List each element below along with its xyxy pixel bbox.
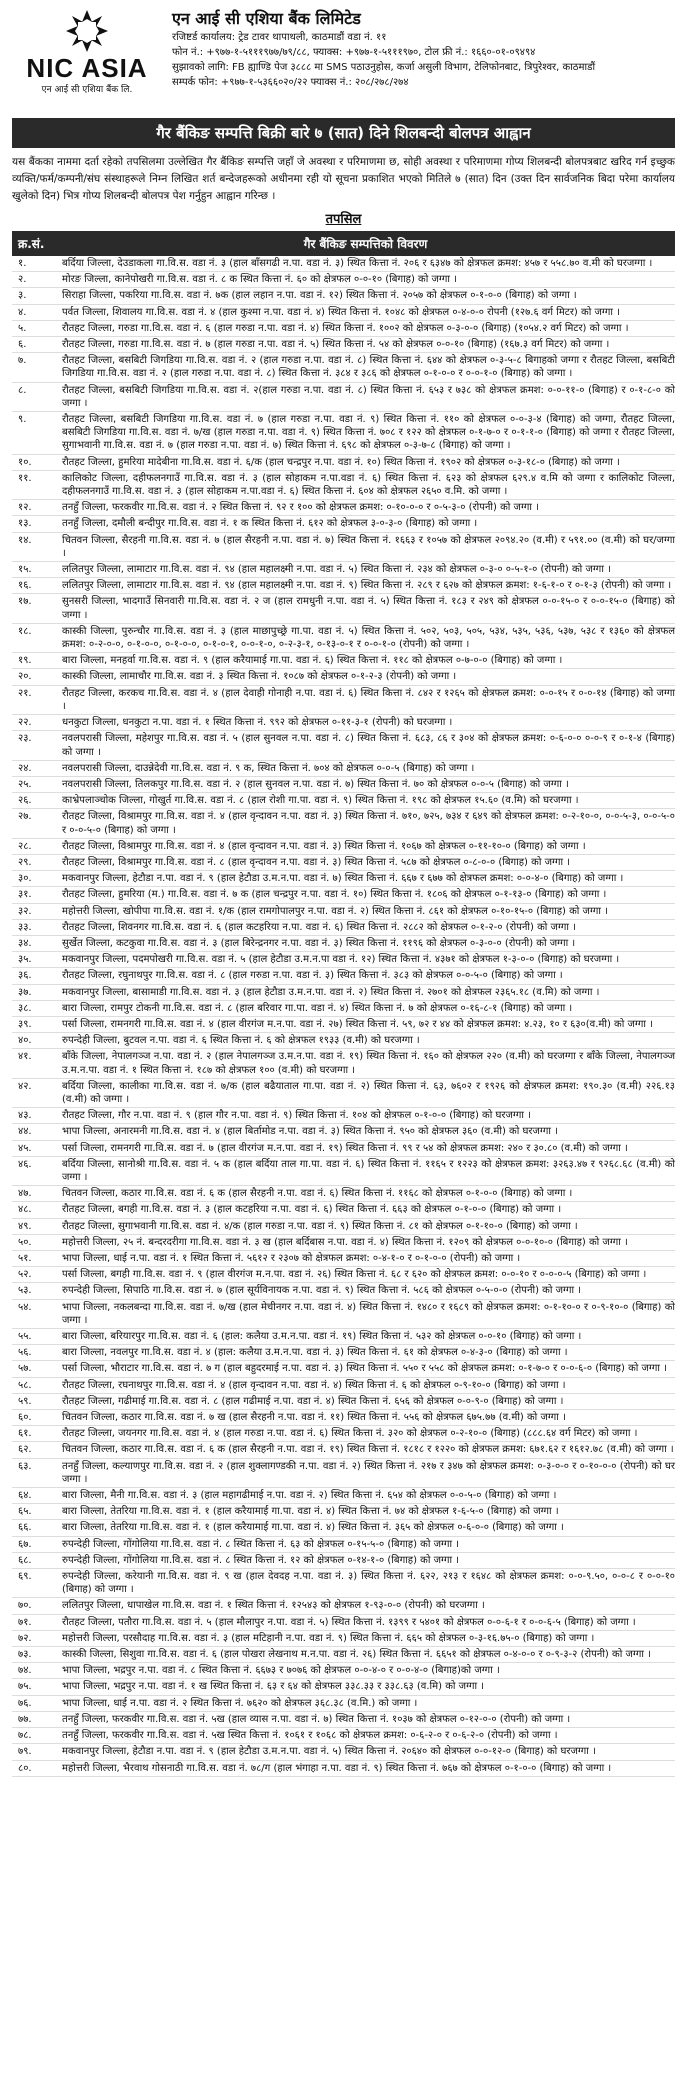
row-description: मोरङ जिल्ला, कानेपोखरी गा.वि.स. वडा नं. ८ क स्थित कित्ता नं. ६० को क्षेत्रफल ०-०-१० (बिगाह) को जग्गा । — [62, 274, 457, 286]
header-sn: क्र.सं. — [18, 237, 45, 251]
row-serial: ७६. — [18, 1697, 32, 1709]
row-description: तनहुँ जिल्ला, फरकवीर गा.वि.स. वडा नं. ५ख स्थित कित्ता नं. १०६१ र १०६८ को क्षेत्रफल क्रमश: ०-६-२-० र ०-६-२-० (रोपनी) को जग्गा । — [62, 1730, 558, 1742]
row-description: बर्दिया जिल्ला, कालीका गा.वि.स. वडा नं. ७/क (हाल बढैयाताल गा.पा. वडा नं. २) स्थित कित्ता नं. ६३, ७६०२ र १९२६ को क्षेत्रफल क्रमश: १९०.३० (व.मी) २२६.१३ (व.मी) को जग्गा । — [62, 1080, 675, 1105]
row-serial: ७३. — [18, 1649, 32, 1661]
table-row — [12, 321, 675, 337]
header-description: गैर बैंकिङ सम्पत्तिको विवरण — [303, 237, 428, 251]
row-serial: ५५. — [18, 1331, 32, 1343]
table-row — [12, 471, 675, 500]
table-row — [12, 1001, 675, 1017]
row-serial: २६. — [18, 795, 32, 807]
row-serial: ७८. — [18, 1730, 32, 1742]
row-serial: २०. — [18, 671, 32, 683]
row-description: ललितपुर जिल्ला, लामाटार गा.वि.स. वडा नं. ९४ (हाल महालक्ष्मी न.पा. वडा नं. ९) स्थित कित्ता नं. २८९ र ६२७ को क्षेत्रफल क्रमश: १-६-१-० र ०-१-३ (रोपनी) को जग्गा । — [62, 580, 672, 592]
row-serial: १२. — [18, 502, 32, 514]
table-row — [12, 353, 675, 382]
table-row — [12, 952, 675, 968]
asset-list — [12, 256, 675, 1777]
table-row — [12, 1459, 675, 1488]
row-serial: २८. — [18, 840, 32, 852]
table-row — [12, 855, 675, 871]
phone-line: फोन नं.: +९७७-१-५१११९७७/७९/८८, फ्याक्स: +९७७-१-५१११९७०, टोल फ्री नं.: १६६०-०१-०९४९४ — [172, 47, 536, 58]
table-row — [12, 1442, 675, 1458]
row-serial: ८०. — [18, 1762, 32, 1774]
row-description: महोत्तरी जिल्ला, परसौदाह गा.वि.स. वडा नं. ३ (हाल मटिहानी न.पा. वडा नं. ९) स्थित कित्ता नं. ६६५ को क्षेत्रफल ०-३-१६.७५-० (बिगाह) को जग्गा । — [62, 1632, 595, 1644]
table-row — [12, 1251, 675, 1267]
row-description: रौतहट जिल्ला, हुमरिया मादेबीना गा.वि.स. वडा नं. ६/क (हाल चन्द्रपुर न.पा. वडा नं. १०) स्थित कित्ता नं. १९०२ को क्षेत्रफल ०-३-१८-० (बिगाह) को जग्गा । — [62, 456, 620, 468]
row-serial: ४३. — [18, 1110, 32, 1122]
row-description: मकवानपुर जिल्ला, पदमपोखरी गा.वि.स. वडा नं. ५ (हाल हेटौडा उ.म.न.पा वडा नं. १२) स्थित कित्ता नं. ४३७१ को क्षेत्रफल १-३-०-० (बिगाह) को घरजग्गा । — [62, 954, 620, 966]
row-description: रौतहट जिल्ला, सुगाभवानी गा.वि.स. वडा नं. ४/क (हाल गरुडा न.पा. वडा नं. ९) स्थित कित्ता नं. ८१ को क्षेत्रफल ०-१-१०-० (बिगाह) को जग्गा । — [62, 1220, 578, 1232]
row-serial: ४६. — [18, 1158, 32, 1170]
nic-asia-logo-icon — [64, 8, 110, 54]
row-serial: २९. — [18, 856, 32, 868]
row-description: सिराहा जिल्ला, पकरिया गा.वि.स. वडा नं. ७क (हाल लहान न.पा. वडा नं. १२) स्थित कित्ता नं. २०५७ को क्षेत्रफल ०-१-०-० (बिगाह) को जग्गा । — [62, 290, 577, 302]
row-description: ललितपुर जिल्ला, लामाटार गा.वि.स. वडा नं. ९४ (हाल महालक्ष्मी न.पा. वडा नं. ५) स्थित कित्ता नं. २३४ को क्षेत्रफल ०-३-० ०-५-१-० (रोपनी) को जग्गा । — [62, 564, 611, 576]
table-row — [12, 337, 675, 353]
table-row — [12, 412, 675, 455]
table-row — [12, 761, 675, 777]
row-description: रौतहट जिल्ला, गरुडा गा.वि.स. वडा नं. ६ (हाल गरुडा न.पा. वडा नं. ४) स्थित कित्ता नं. १००२ को क्षेत्रफल ०-३-०-० (बिगाह) (१०५४.२ वर्ग मिटर) को जग्गा । — [62, 322, 629, 334]
table-row — [12, 1598, 675, 1614]
row-description: मकवानपुर जिल्ला, हेटौडा न.पा. वडा नं. ९ (हाल हेटौडा उ.म.न.पा. वडा नं. ५) स्थित कित्ता नं. २०६४० को क्षेत्रफल ०-०-१२-० (बिगाह) को घरजग्गा । — [62, 1746, 596, 1758]
table-row — [12, 1647, 675, 1663]
row-description: रौतहट जिल्ला, करकच गा.वि.स. वडा नं. ४ (हाल देवाही गोनाही न.पा. वडा नं. ६) स्थित कित्ता नं. ८४२ र १२६५ को क्षेत्रफल क्रमश: ०-०-१५ र ०-०-१४ (बिगाह) को जग्गा । — [62, 687, 675, 712]
row-serial: ४७. — [18, 1188, 32, 1200]
row-description: रुपन्देही जिल्ला, गोंगोलिया गा.वि.स. वडा नं. ८ स्थित कित्ता नं. ६३ को क्षेत्रफल ०-१५-५-० (बिगाह) को जग्गा । — [62, 1538, 460, 1550]
table-row — [12, 624, 675, 653]
row-serial: ३५. — [18, 954, 32, 966]
row-description: बर्दिया जिल्ला, सानोश्री गा.वि.स. वडा नं. ५ क (हाल बर्दिया ताल गा.पा. वडा नं. ६) स्थित कित्ता नं. ११६५ र १२२३ को क्षेत्रफल क्रमश: ३२६३.४७ र ९२६८.६८ (व.मी) को जग्गा । — [62, 1158, 675, 1183]
row-serial: ७१. — [18, 1616, 32, 1628]
row-description: बारा जिल्ला, बरियारपुर गा.वि.स. वडा नं. ६ (हाल: कलैया उ.म.न.पा. वडा नं. १९) स्थित कित्ता नं. ५३२ को क्षेत्रफल ०-०-१० (बिगाह) को जग्गा । — [62, 1331, 582, 1343]
row-description: तनहुँ जिल्ला, कल्याणपुर गा.वि.स. वडा नं. २ (हाल शुक्लागण्डकी न.पा. वडा नं. २) स्थित कित्ता नं. २१७ र ३४७ को क्षेत्रफल क्रमश: ०-३-०-० र ०-१०-०-० (रोपनी) को घर जग्गा । — [62, 1460, 675, 1485]
row-description: रौतहट जिल्ला, गढीमाई गा.वि.स. वडा नं. ८ (हाल गढीमाई न.पा. वडा नं. ४) स्थित कित्ता नं. ६५६ को क्षेत्रफल ०-०-९-० (बिगाह) को जग्गा । — [62, 1395, 564, 1407]
row-description: तनहुँ जिल्ला, फरकवीर गा.वि.स. वडा नं. ५ख (हाल व्यास न.पा. वडा नं. ७) स्थित कित्ता नं. १०३७ को क्षेत्रफल ०-१२-०-० (रोपनी) को जग्गा । — [62, 1713, 571, 1725]
row-serial: १९. — [18, 655, 32, 667]
row-description: चितवन जिल्ला, सैरहनी गा.वि.स. वडा नं. ७ (हाल सैरहनी न.पा. वडा नं. ७) स्थित कित्ता नं. १६६३ र १०५७ को क्षेत्रफल २०९४.२० (व.मी) र ५९१.०० (व.मी) को घर/जग्गा । — [62, 534, 675, 559]
row-serial: ४९. — [18, 1220, 32, 1232]
table-row — [12, 1283, 675, 1299]
notice-title: गैर बैंकिङ सम्पत्ति बिक्री बारे ७ (सात) दिने शिलबन्दी बोलपत्र आह्वान — [12, 118, 675, 148]
row-description: रौतहट जिल्ला, बसबिटी जिगडिया गा.वि.स. वडा नं. २(हाल गरुडा न.पा. वडा नं. ८) स्थित कित्ता नं. ६५३ र ७३८ को क्षेत्रफल क्रमश: ०-०-११-० (बिगाह) र ०-१-८-० को जग्गा । — [62, 384, 675, 409]
table-row — [12, 777, 675, 793]
table-row — [12, 1712, 675, 1728]
table-row — [12, 887, 675, 903]
row-serial: ५९. — [18, 1395, 32, 1407]
row-description: मकवानपुर जिल्ला, बासामाडी गा.वि.स. वडा नं. ३ (हाल हेटौडा उ.म.न.पा. वडा नं. २) स्थित कित्ता नं. २७०१ को क्षेत्रफल २३६५.१८ (व.मि) को जग्गा । — [62, 986, 600, 998]
row-serial: २१. — [18, 687, 32, 699]
table-row — [12, 1361, 675, 1377]
row-serial: १. — [18, 258, 27, 269]
table-row — [12, 1300, 675, 1329]
table-row — [12, 1202, 675, 1218]
row-serial: ८. — [18, 384, 27, 396]
table-row — [12, 1426, 675, 1442]
row-description: सुनसरी जिल्ला, भादगाउँ सिनवारी गा.वि.स. वडा नं. २ ज (हाल रामधुनी न.पा. वडा नं. ५) स्थित कित्ता नं. १८३ र २४९ को क्षेत्रफल ०-०-१५-० र ०-०-१५-० (बिगाह) को जग्गा । — [62, 596, 675, 621]
table-row — [12, 533, 675, 562]
row-serial: ६. — [18, 339, 27, 351]
row-serial: २३. — [18, 733, 32, 745]
row-serial: ५३. — [18, 1285, 32, 1297]
row-serial: ३३. — [18, 921, 32, 933]
row-serial: ४५. — [18, 1142, 32, 1154]
table-row — [12, 1615, 675, 1631]
table-row — [12, 793, 675, 809]
table-row — [12, 985, 675, 1001]
row-description: ललितपुर जिल्ला, धापाखेल गा.वि.स. वडा नं. १ स्थित कित्ता नं. १२५४३ को क्षेत्रफल १-९३-०-० (रोपनी) को घरजग्गा । — [62, 1600, 485, 1612]
row-description: बाँके जिल्ला, नेपालगञ्ज न.पा. वडा नं. २ (हाल नेपालगञ्ज उ.म.न.पा. वडा नं. १९) स्थित कित्ता नं. १६० को क्षेत्रफल २२० (व.मी) को घरजग्गा र बाँके जिल्ला, नेपालगञ्ज उ.म.न.पा. वडा नं. १ स्थित कित्ता नं. १८७ को क्षेत्रफल १०० (व.मी) को घरजग्गा । — [62, 1051, 675, 1076]
row-description: पर्सा जिल्ला, रामनगरी गा.वि.स. वडा नं. ७ (हाल वीरगंज म.न.पा. वडा नं. १९) स्थित कित्ता नं. ९९ र ५४ को क्षेत्रफल क्रमश: २४० र ३०.८० (व.मी) को जग्गा । — [62, 1142, 628, 1154]
row-serial: ४४. — [18, 1126, 32, 1138]
table-row — [12, 578, 675, 594]
row-description: बारा जिल्ला, तेतरिया गा.वि.स. वडा नं. १ (हाल करैयामाई गा.पा. वडा नं. ४) स्थित कित्ता नं. ७४ को क्षेत्रफल १-६-५-० (बिगाह) को जग्गा । — [62, 1506, 559, 1518]
office-address: रजिष्टर्ड कार्यालय: ट्रेड टावर थापाथली, काठमाडौं वडा नं. ११ — [172, 32, 387, 43]
row-description: सुर्खेत जिल्ला, कटकुवा गा.वि.स. वडा नं. ३ (हाल बिरेन्द्रनगर न.पा. वडा नं. ३) स्थित कित्ता नं. ११९६ को क्षेत्रफल ०-३-०-० (रोपनी) को जग्गा । — [62, 937, 576, 949]
row-description: भापा जिल्ला, अनारमनी गा.वि.स. वडा नं. ४ (हाल बिर्तामोड न.पा. वडा नं. ३) स्थित कित्ता नं. ९५० को क्षेत्रफल ३६० (व.मी) को घरजग्गा । — [62, 1126, 558, 1138]
table-row — [12, 1108, 675, 1124]
row-serial: ६५. — [18, 1506, 32, 1518]
feedback-line: सुझावको लागि: FB ह्याण्डि पेज ३८८८ मा SMS पठाउनुहोस, कर्जा असुली विभाग, टेलिफोनबाट, त्रिपुरेश्वर, काठमाडौं — [172, 62, 596, 73]
row-description: रौतहट जिल्ला, पतौरा गा.वि.स. वडा नं. ५ (हाल मौलापुर न.पा. वडा नं. ५) स्थित कित्ता नं. १३९९ र ५४०१ को क्षेत्रफल ०-०-६-१ र ०-०-६-५ (बिगाह) को जग्गा । — [62, 1616, 636, 1628]
row-description: रुपन्देही जिल्ला, सिपाठि गा.वि.स. वडा नं. ७ (हाल सूर्यविनायक न.पा. वडा नं. ९) स्थित कित्ता नं. ५८६ को क्षेत्रफल ०-५-०-० (रोपनी) को जग्गा । — [62, 1285, 582, 1297]
row-serial: ५८. — [18, 1379, 32, 1391]
logo-tagline: एन आई सी एशिया बैंक लि. — [41, 85, 133, 95]
logo-name: NIC ASIA — [26, 53, 148, 83]
row-description: नवलपरासी जिल्ला, तिलकपुर गा.वि.स. वडा नं. २ (हाल सुनवल न.पा. वडा नं. ७) स्थित कित्ता नं. ७० को क्षेत्रफल ०-०-५ (बिगाह) को जग्गा । — [62, 778, 569, 790]
table-row — [12, 1520, 675, 1536]
row-description: रौतहट जिल्ला, रघुनाथपुर गा.वि.स. वडा नं. ८ (हाल गरुडा न.पा. वडा नं. ३) स्थित कित्ता नं. ३८३ को क्षेत्रफल ०-०-५-० (बिगाह) को जग्गा । — [62, 970, 563, 982]
row-description: काभ्रेपलाञ्चोक जिल्ला, गोखुर्त गा.वि.स. वडा नं. ८ (हाल रोशी गा.पा. वडा नं. ९) स्थित कित्ता नं. १९८ को क्षेत्रफल १५.६० (व.मि) को घरजग्गा । — [62, 795, 579, 807]
row-serial: ७४. — [18, 1665, 32, 1677]
table-row — [12, 562, 675, 578]
table-header — [12, 231, 675, 256]
row-description: पर्सा जिल्ला, भौराटार गा.वि.स. वडा नं. ७ ग (हाल बहुदरमाई न.पा. वडा नं. ३) स्थित कित्ता नं. ५५० र ५५८ को क्षेत्रफल क्रमश: ०-१-७-० र ०-०-६-० (बिगाह) को जग्गा । — [62, 1363, 667, 1375]
row-serial: १७. — [18, 596, 32, 608]
table-row — [12, 256, 675, 272]
row-description: बारा जिल्ला, नवलपुर गा.वि.स. वडा नं. ४ (हाल: कलैया उ.म.न.पा. वडा नं. ३) स्थित कित्ता नं. ६१ को क्षेत्रफल ०-४-३-० (बिगाह) को जग्गा । — [62, 1347, 568, 1359]
table-row — [12, 839, 675, 855]
row-description: महोत्तरी जिल्ला, २५ नं. बन्दरदरीगा गा.वि.स. वडा नं. ३ ख (हाल बर्दिबास न.पा. वडा नं. ४) स्थित कित्ता नं. १२०९ को क्षेत्रफल ०-०-१०-० (बिगाह) को जग्गा । — [62, 1236, 628, 1248]
row-serial: ७९. — [18, 1746, 32, 1758]
row-serial: ११. — [18, 472, 32, 484]
row-serial: ६७. — [18, 1538, 32, 1550]
table-row — [12, 455, 675, 471]
row-description: धनकुटा जिल्ला, धनकुटा न.पा. वडा नं. १ स्थित कित्ता नं. ९९२ को क्षेत्रफल ०-११-३-१ (रोपनी) को घरजग्गा । — [62, 717, 453, 729]
table-row — [12, 1504, 675, 1520]
row-serial: ३८. — [18, 1002, 32, 1014]
row-description: चितवन जिल्ला, कठार गा.वि.स. वडा नं. ६ क (हाल सैरहनी न.पा. वडा नं. १९) स्थित कित्ता नं. १८१८ र १२२० को क्षेत्रफल क्रमश: ६७१.६२ र १६१२.७८ (व.मी) को जग्गा । — [62, 1444, 674, 1456]
row-description: रौतहट जिल्ला, गरुडा गा.वि.स. वडा नं. ७ (हाल गरुडा न.पा. वडा नं. ५) स्थित कित्ता नं. ५४ को क्षेत्रफल ०-०-१० (बिगाह) (१६७.३ वर्ग मिटर) को जग्गा । — [62, 339, 610, 351]
row-description: कालिकोट जिल्ला, दहीफलनगाउँ गा.वि.स. वडा नं. ३ (हाल सोहाकम न.पा.वडा नं. ६) स्थित कित्ता नं. ६२३ को क्षेत्रफल ६२९.४ व.मि को जग्गा र कालिकोट जिल्ला, दहीफलनगाउँ गा.वि.स. वडा नं. ३ (हाल सोहाकम न.पा.वडा नं. ६) स्थित कित्ता नं. ६०४ को क्षेत्रफल २६५० व.मि. को जग्गा । — [62, 472, 675, 498]
table-row — [12, 594, 675, 623]
row-serial: १६. — [18, 580, 32, 592]
row-description: रौतहट जिल्ला, विश्रामपुर गा.वि.स. वडा नं. ४ (हाल वृन्दावन न.पा. वडा नं. ३) स्थित कित्ता नं. ७१०, ७२५, ७३४ र ६४९ को क्षेत्रफल क्रमश: ०-२-१०-०, ०-०-५-३, ०-०-५-० र ०-०-५-० (बिगाह) को जग्गा । — [62, 811, 675, 836]
row-description: पर्सा जिल्ला, रामनगरी गा.वि.स. वडा नं. ४ (हाल वीरगंज म.न.पा. वडा नं. २७) स्थित कित्ता नं. ५९, ७२ र ४४ को क्षेत्रफल क्रमश: ४.२३, १० र ६३०(व.मी) को जग्गा । — [62, 1018, 653, 1030]
row-serial: ३०. — [18, 873, 32, 885]
row-serial: ३९. — [18, 1018, 32, 1030]
row-description: बारा जिल्ला, रामपुर टोकनी गा.वि.स. वडा नं. ८ (हाल बरिवार गा.पा. वडा नं. ४) स्थित कित्ता नं. ७ को क्षेत्रफल ०-१६-८-१ (बिगाह) को जग्गा । — [62, 1002, 573, 1014]
table-row — [12, 809, 675, 838]
table-row — [12, 1378, 675, 1394]
table-row — [12, 1394, 675, 1410]
row-serial: १३. — [18, 518, 32, 530]
table-row — [12, 1744, 675, 1760]
table-row — [12, 1631, 675, 1647]
bank-info — [162, 8, 675, 90]
table-row — [12, 1219, 675, 1235]
row-serial: ६८. — [18, 1554, 32, 1566]
table-row — [12, 1267, 675, 1283]
bank-name: एन आई सी एशिया बैंक लिमिटेड — [172, 9, 361, 28]
row-description: बारा जिल्ला, तेतरिया गा.वि.स. वडा नं. १ (हाल करैयामाई गा.पा. वडा नं. ४) स्थित कित्ता नं. ३६५ को क्षेत्रफल ०-६-०-० (बिगाह) को जग्गा । — [62, 1522, 564, 1534]
table-row — [12, 871, 675, 887]
table-row — [12, 1186, 675, 1202]
table-row — [12, 1124, 675, 1140]
row-description: भापा जिल्ला, भद्रपुर न.पा. वडा नं. १ ख स्थित कित्ता नं. ६३ र ६४ को क्षेत्रफल ३३८.३३ र ३३८.६३ (व.मि) को जग्गा । — [62, 1681, 485, 1693]
row-description: पर्वत जिल्ला, शिवालय गा.वि.स. वडा नं. ४ (हाल कुश्मा न.पा. वडा नं. ४) स्थित कित्ता नं. १०४८ को क्षेत्रफल ०-४-०-० रोपनी (१२७.६ वर्ग मिटर) को जग्गा । — [62, 306, 620, 318]
row-serial: ६४. — [18, 1490, 32, 1502]
row-description: नवलपरासी जिल्ला, महेशपुर गा.वि.स. वडा नं. ५ (हाल सुनवल न.पा. वडा नं. ८) स्थित कित्ता नं. ६८३, ८६ र ३०४ को क्षेत्रफल क्रमश: ०-६-०-० ०-०-९ र ०-१-४ (बिगाह) को जग्गा । — [62, 733, 675, 758]
contact-line: सम्पर्क फोन: +९७७-१-५३६६०२०/२२ फ्याक्स नं.: २०८/२७८/२७४ — [172, 77, 409, 88]
table-row — [12, 1696, 675, 1712]
row-serial: ३२. — [18, 905, 32, 917]
row-serial: १८. — [18, 625, 32, 637]
table-row — [12, 731, 675, 760]
row-description: रौतहट जिल्ला, गौर न.पा. वडा नं. ९ (हाल गौर न.पा. वडा नं. ९) स्थित कित्ता नं. १०४ को क्षेत्रफल ०-१-०-० (बिगाह) को घरजग्गा । — [62, 1110, 531, 1122]
row-description: पर्सा जिल्ला, बगही गा.वि.स. वडा नं. ९ (हाल वीरगंज म.न.पा. वडा नं. २६) स्थित कित्ता नं. ६८ र ६२० को क्षेत्रफल क्रमश: ०-०-१० र ०-०-०-५ (बिगाह) को जग्गा । — [62, 1269, 647, 1281]
row-description: तनहुँ जिल्ला, फरकवीर गा.वि.स. वडा नं. २ स्थित कित्ता नं. ९२ र १०० को क्षेत्रफल क्रमश: ०-१०-०-० र ०-५-३-० (रोपनी) को जग्गा । — [62, 502, 539, 514]
row-serial: ५१. — [18, 1253, 32, 1264]
notice-intro: यस बैंकका नाममा दर्ता रहेको तपसिलमा उल्लेखित गैर बैंकिङ सम्पत्ति जहाँ जे अवस्था र परिमाणमा छ, सोही अवस्था र परिमाणमा गोप्य शिलबन्दी बोलपत्रबाट खरिद गर्न इच्छुक व्यक्ति/फर्म/कम्पनी/संघ संस्थाहरूले निम्न लिखित शर्त बन्देजहरूको अधीनमा रही यो सूचना प्रकाशित भएको मितिले ७ (सात) दिन (उक्त दिन सार्वजनिक बिदा परेमा कार्यालय खुलेको दिन) भित्र गोप्य शिलबन्दी बोलपत्र पेश गर्नुहुन आह्वान गरिन्छ । — [12, 156, 675, 202]
table-row — [12, 968, 675, 984]
row-serial: ७. — [18, 355, 27, 367]
row-serial: ४८. — [18, 1204, 32, 1216]
row-description: बर्दिया जिल्ला, देउडाकला गा.वि.स. वडा नं. ३ (हाल बाँसगढी न.पा. वडा नं. ३) स्थित कित्ता नं. २०६ र ६३४७ को क्षेत्रफल क्रमश: ४५७ र ५५८.७० व.मी को घरजग्गा । — [62, 258, 653, 269]
row-serial: ३४. — [18, 937, 32, 949]
row-description: बारा जिल्ला, मनहर्वा गा.वि.स. वडा नं. ९ (हाल करैयामाई गा.पा. वडा नं. ६) स्थित कित्ता नं. ११८ को क्षेत्रफल ०-७-०-० (बिगाह) को जग्गा । — [62, 655, 563, 667]
row-description: नवलपरासी जिल्ला, दाउन्नेदेवी गा.वि.स. वडा नं. ९ क, स्थित कित्ता नं. ७०४ को क्षेत्रफल ०-०-५ (बिगाह) को जग्गा । — [62, 762, 475, 774]
table-row — [12, 1017, 675, 1033]
row-serial: ५७. — [18, 1363, 32, 1375]
row-serial: ७२. — [18, 1632, 32, 1644]
row-serial: ५४. — [18, 1301, 32, 1313]
table-row — [12, 1079, 675, 1108]
row-description: भापा जिल्ला, धाई न.पा. वडा नं. २ स्थित कित्ता नं. ७६२० को क्षेत्रफल ३६८.३८ (व.मि.) को जग्गा । — [62, 1697, 418, 1709]
row-description: कास्की जिल्ला, पुरुन्चौर गा.वि.स. वडा नं. ३ (हाल माछापुच्छ्रे गा.पा. वडा नं. ५) स्थित कित्ता नं. ५०२, ५०३, ५०५, ५३४, ५३५, ५३६, ५३७, ५३८ र १३६० को क्षेत्रफल क्रमश: ०-२-०-०, ०-१-०-०, ०-१-०-०, ०-१-०-१, ०-०-१-०, ०-२-३-१, ०-१३-०-१ र ०-०-१-० (रोपनी) को जग्गा । — [62, 625, 675, 651]
notice-header — [12, 8, 675, 112]
table-row — [12, 669, 675, 685]
table-row — [12, 920, 675, 936]
table-row — [12, 715, 675, 731]
table-row — [12, 1679, 675, 1695]
row-serial: ३१. — [18, 889, 32, 901]
row-serial: ४१. — [18, 1051, 32, 1063]
row-serial: ६६. — [18, 1522, 32, 1534]
table-row — [12, 1345, 675, 1361]
row-serial: २४. — [18, 762, 32, 774]
row-description: रौतहट जिल्ला, विश्रामपुर गा.वि.स. वडा नं. ८ (हाल वृन्दावन न.पा. वडा नं. ३) स्थित कित्ता नं. ५८७ को क्षेत्रफल ०-८-०-० (बिगाह) को जग्गा । — [62, 856, 571, 868]
table-row — [12, 1569, 675, 1598]
row-description: तनहुँ जिल्ला, दमौली बन्दीपुर गा.वि.स. वडा नं. १ क स्थित कित्ता नं. ६१२ को क्षेत्रफल ३-०-३-० (बिगाह) को जग्गा । — [62, 518, 478, 530]
row-serial: ७७. — [18, 1713, 32, 1725]
row-description: चितवन जिल्ला, कठार गा.वि.स. वडा नं. ७ ख (हाल सैरहनी न.पा. वडा नं. ११) स्थित कित्ता नं. ५५६ को क्षेत्रफल ६७५.७७ (व.मी) को जग्गा । — [62, 1412, 566, 1424]
row-description: भापा जिल्ला, धाई न.पा. वडा नं. १ स्थित कित्ता नं. ५६१२ र २३०७ को क्षेत्रफल क्रमश: ०-४-१-० र ०-१-०-० (रोपनी) को जग्गा । — [62, 1253, 521, 1264]
row-description: महोत्तरी जिल्ला, भैरवाथ गोसनाठी गा.वि.स. वडा नं. ७८/ग (हाल भंगाहा न.पा. वडा नं. ९) स्थित कित्ता नं. ७६७ को क्षेत्रफल ०-१-०-० (बिगाह) को जग्गा । — [62, 1762, 612, 1774]
bank-logo — [12, 8, 162, 96]
row-description: रौतहट जिल्ला, जयनगर गा.वि.स. वडा नं. ४ (हाल गरुडा न.पा. वडा नं. ६) स्थित कित्ता नं. ३२० को क्षेत्रफल ०-२-१०-० (बिगाह) (८८८.६४ वर्ग मिटर) को जग्गा । — [62, 1428, 638, 1440]
table-row — [12, 305, 675, 321]
row-serial: ६१. — [18, 1428, 32, 1440]
row-serial: ३७. — [18, 986, 32, 998]
row-description: रौतहट जिल्ला, शिवनगर गा.वि.स. वडा नं. ६ (हाल कटहरिया न.पा. वडा नं. ६) स्थित कित्ता नं. २८८२ को क्षेत्रफल ०-१-२-० (रोपनी) को जग्गा । — [62, 921, 576, 933]
table-row — [12, 1235, 675, 1251]
table-row — [12, 1663, 675, 1679]
row-description: रुपन्देही जिल्ला, करेयानी गा.वि.स. वडा नं. ९ ख (हाल देवदह न.पा. वडा नं. ३) स्थित कित्ता नं. ६२२, २१३ र १६४८ को क्षेत्रफल क्रमश: ०-०-९.५०, ०-०-८ र ०-०-१० (बिगाह) को जग्गा । — [62, 1571, 675, 1596]
row-description: रौतहट जिल्ला, बसबिटी जिगडिया गा.वि.स. वडा नं. ७ (हाल गरुडा न.पा. वडा नं. ९) स्थित कित्ता नं. ११० को क्षेत्रफल ०-०-३-४ (बिगाह) को जग्गा, रौतहट जिल्ला, बसबिटी जिगडिया गा.वि.स. वडा नं. ७/ख (हाल गरुडा न.पा. वडा नं. ९) स्थित कित्ता नं. ७०८ र १२२ को क्षेत्रफल ०-१-७-० र ०-१-१-० (बिगाह) को जग्गा र रौतहट जिल्ला, सुगाभवानी गा.वि.स. वडा नं. ७ (हाल गरुडा न.पा. वडा नं. ७) स्थित कित्ता नं. ६९८ को क्षेत्रफल ०-३-७-८ (बिगाह) को जग्गा । — [62, 414, 675, 452]
row-serial: २७. — [18, 811, 32, 823]
row-serial: ७०. — [18, 1600, 32, 1612]
row-description: चितवन जिल्ला, कठार गा.वि.स. वडा नं. ६ क (हाल सैरहनी न.पा. वडा नं. ६) स्थित कित्ता नं. ११६८ को क्षेत्रफल ०-१-०-० (बिगाह) को जग्गा । — [62, 1188, 573, 1200]
table-row — [12, 1410, 675, 1426]
row-serial: ३. — [18, 290, 27, 302]
table-row — [12, 272, 675, 288]
row-description: रौतहट जिल्ला, बसबिटी जिगडिया गा.वि.स. वडा नं. २ (हाल गरुडा न.पा. वडा नं. ८) स्थित कित्ता नं. ६४४ को क्षेत्रफल ०-३-५-८ बिगाहको जग्गा र रौतहट जिल्ला, बसबिटी जिगडिया गा.वि.स. वडा नं. २ (हाल गरुडा न.पा. वडा नं. ८) स्थित कित्ता नं. ३८४ र ३८६ को क्षेत्रफल ०-१-०-० र ०-०-१-० (बिगाह) को जग्गा । — [62, 355, 675, 380]
table-row — [12, 516, 675, 532]
row-serial: ५६. — [18, 1347, 32, 1359]
row-description: महोत्तरी जिल्ला, खोपीपा गा.वि.स. वडा नं. १/क (हाल रामगोपालपुर न.पा. वडा नं. २) स्थित कित्ता नं. ८६१ को क्षेत्रफल ०-१०-१५-० (बिगाह) को जग्गा । — [62, 905, 608, 917]
table-row — [12, 936, 675, 952]
table-row — [12, 686, 675, 715]
table-row — [12, 1537, 675, 1553]
table-row — [12, 383, 675, 412]
row-description: रौतहट जिल्ला, विश्रामपुर गा.वि.स. वडा नं. ४ (हाल वृन्दावन न.पा. वडा नं. ३) स्थित कित्ता नं. १०६७ को क्षेत्रफल ०-११-१०-० (बिगाह) को जग्गा । — [62, 840, 586, 852]
row-serial: ४२. — [18, 1080, 32, 1092]
table-row — [12, 1761, 675, 1777]
row-serial: २२. — [18, 717, 32, 729]
row-description: भापा जिल्ला, नकलबन्दा गा.वि.स. वडा नं. ७/ख (हाल मेचीनगर न.पा. वडा नं. ४) स्थित कित्ता नं. १४८० र १६८९ को क्षेत्रफल क्रमश: ०-१-१०-० र ०-९-१०-० (बिगाह) को जग्गा । — [62, 1301, 675, 1326]
row-serial: १४. — [18, 534, 32, 546]
row-description: रुपन्देही जिल्ला, बुटवल न.पा. वडा नं. ६ स्थित कित्ता नं. ६ को क्षेत्रफल १९३३ (व.मी) को घरजग्गा । — [62, 1035, 420, 1047]
row-serial: ६२. — [18, 1444, 32, 1456]
table-row — [12, 1329, 675, 1345]
row-serial: ६३. — [18, 1460, 32, 1472]
table-row — [12, 1157, 675, 1186]
row-description: भापा जिल्ला, भद्रपुर न.पा. वडा नं. ८ स्थित कित्ता नं. ६६७३ र ७०७६ को क्षेत्रफल ०-०-४-० र ०-०-४-० (बिगाह)को जग्गा । — [62, 1665, 500, 1677]
table-row — [12, 904, 675, 920]
table-row — [12, 653, 675, 669]
row-serial: ६०. — [18, 1412, 32, 1424]
table-row — [12, 500, 675, 516]
row-serial: ६९. — [18, 1571, 32, 1583]
schedule-title: तपसिल — [325, 212, 362, 227]
row-serial: ५. — [18, 322, 27, 334]
table-row — [12, 1728, 675, 1744]
row-serial: ४०. — [18, 1035, 32, 1047]
table-row — [12, 288, 675, 304]
row-serial: ९. — [18, 414, 27, 426]
row-serial: ३६. — [18, 970, 32, 982]
row-description: रौतहट जिल्ला, हुमरिया (म.) गा.वि.स. वडा नं. ७ क (हाल चन्द्रपुर न.पा. वडा नं. १०) स्थित कित्ता नं. १८०६ को क्षेत्रफल ०-१-१३-० (बिगाह) को जग्गा । — [62, 889, 607, 901]
row-serial: ४. — [18, 306, 27, 318]
row-description: कास्की जिल्ला, सिशुवा गा.वि.स. वडा नं. ६ (हाल पोखरा लेखनाथ म.न.पा. वडा नं. २६) स्थित कित्ता नं. ६६५१ को क्षेत्रफल ०-४-०-० र ०-९-३-२ (रोपनी) को जग्गा । — [62, 1649, 651, 1661]
row-serial: ५०. — [18, 1236, 32, 1248]
row-description: मकवानपुर जिल्ला, हेटौडा न.पा. वडा नं. ९ (हाल हेटौडा उ.म.न.पा. वडा नं. ७) स्थित कित्ता नं. ६६७ र ६७७ को क्षेत्रफल क्रमश: ०-०-४-० (बिगाह) को जग्गा । — [62, 873, 624, 885]
row-description: रौतहट जिल्ला, बगही गा.वि.स. वडा नं. ३ (हाल कटहरिया न.पा. वडा नं. ६) स्थित कित्ता नं. ६६३ को क्षेत्रफल ०-१-०-० (बिगाह) को जग्गा । — [62, 1204, 562, 1216]
table-row — [12, 1141, 675, 1157]
row-serial: ५२. — [18, 1269, 32, 1281]
row-serial: २. — [18, 274, 27, 286]
row-serial: १५. — [18, 564, 32, 576]
row-description: बारा जिल्ला, मैनी गा.वि.स. वडा नं. ३ (हाल महागढीमाई न.पा. वडा नं. २) स्थित कित्ता नं. ६५४ को क्षेत्रफल ०-०-५-० (बिगाह) को जग्गा । — [62, 1490, 557, 1502]
row-description: कास्की जिल्ला, लामाचौर गा.वि.स. वडा नं. ३ स्थित कित्ता नं. १०८७ को क्षेत्रफल ०-१-२-३ (रोपनी) को जग्गा । — [62, 671, 457, 683]
table-row — [12, 1553, 675, 1569]
row-serial: ७५. — [18, 1681, 32, 1693]
table-row — [12, 1033, 675, 1049]
row-serial: २५. — [18, 778, 32, 790]
row-description: रुपन्देही जिल्ला, गोंगोलिया गा.वि.स. वडा नं. ८ स्थित कित्ता नं. १२ को क्षेत्रफल ०-१४-१-० (बिगाह) को जग्गा । — [62, 1554, 460, 1566]
row-description: रौतहट जिल्ला, रघनाथपुर गा.वि.स. वडा नं. ४ (हाल वृन्दावन न.पा. वडा नं. ४) स्थित कित्ता नं. ६ को क्षेत्रफल ०-९-१०-० (बिगाह) को जग्गा । — [62, 1379, 566, 1391]
table-row — [12, 1488, 675, 1504]
table-row — [12, 1049, 675, 1078]
row-serial: १०. — [18, 456, 32, 468]
